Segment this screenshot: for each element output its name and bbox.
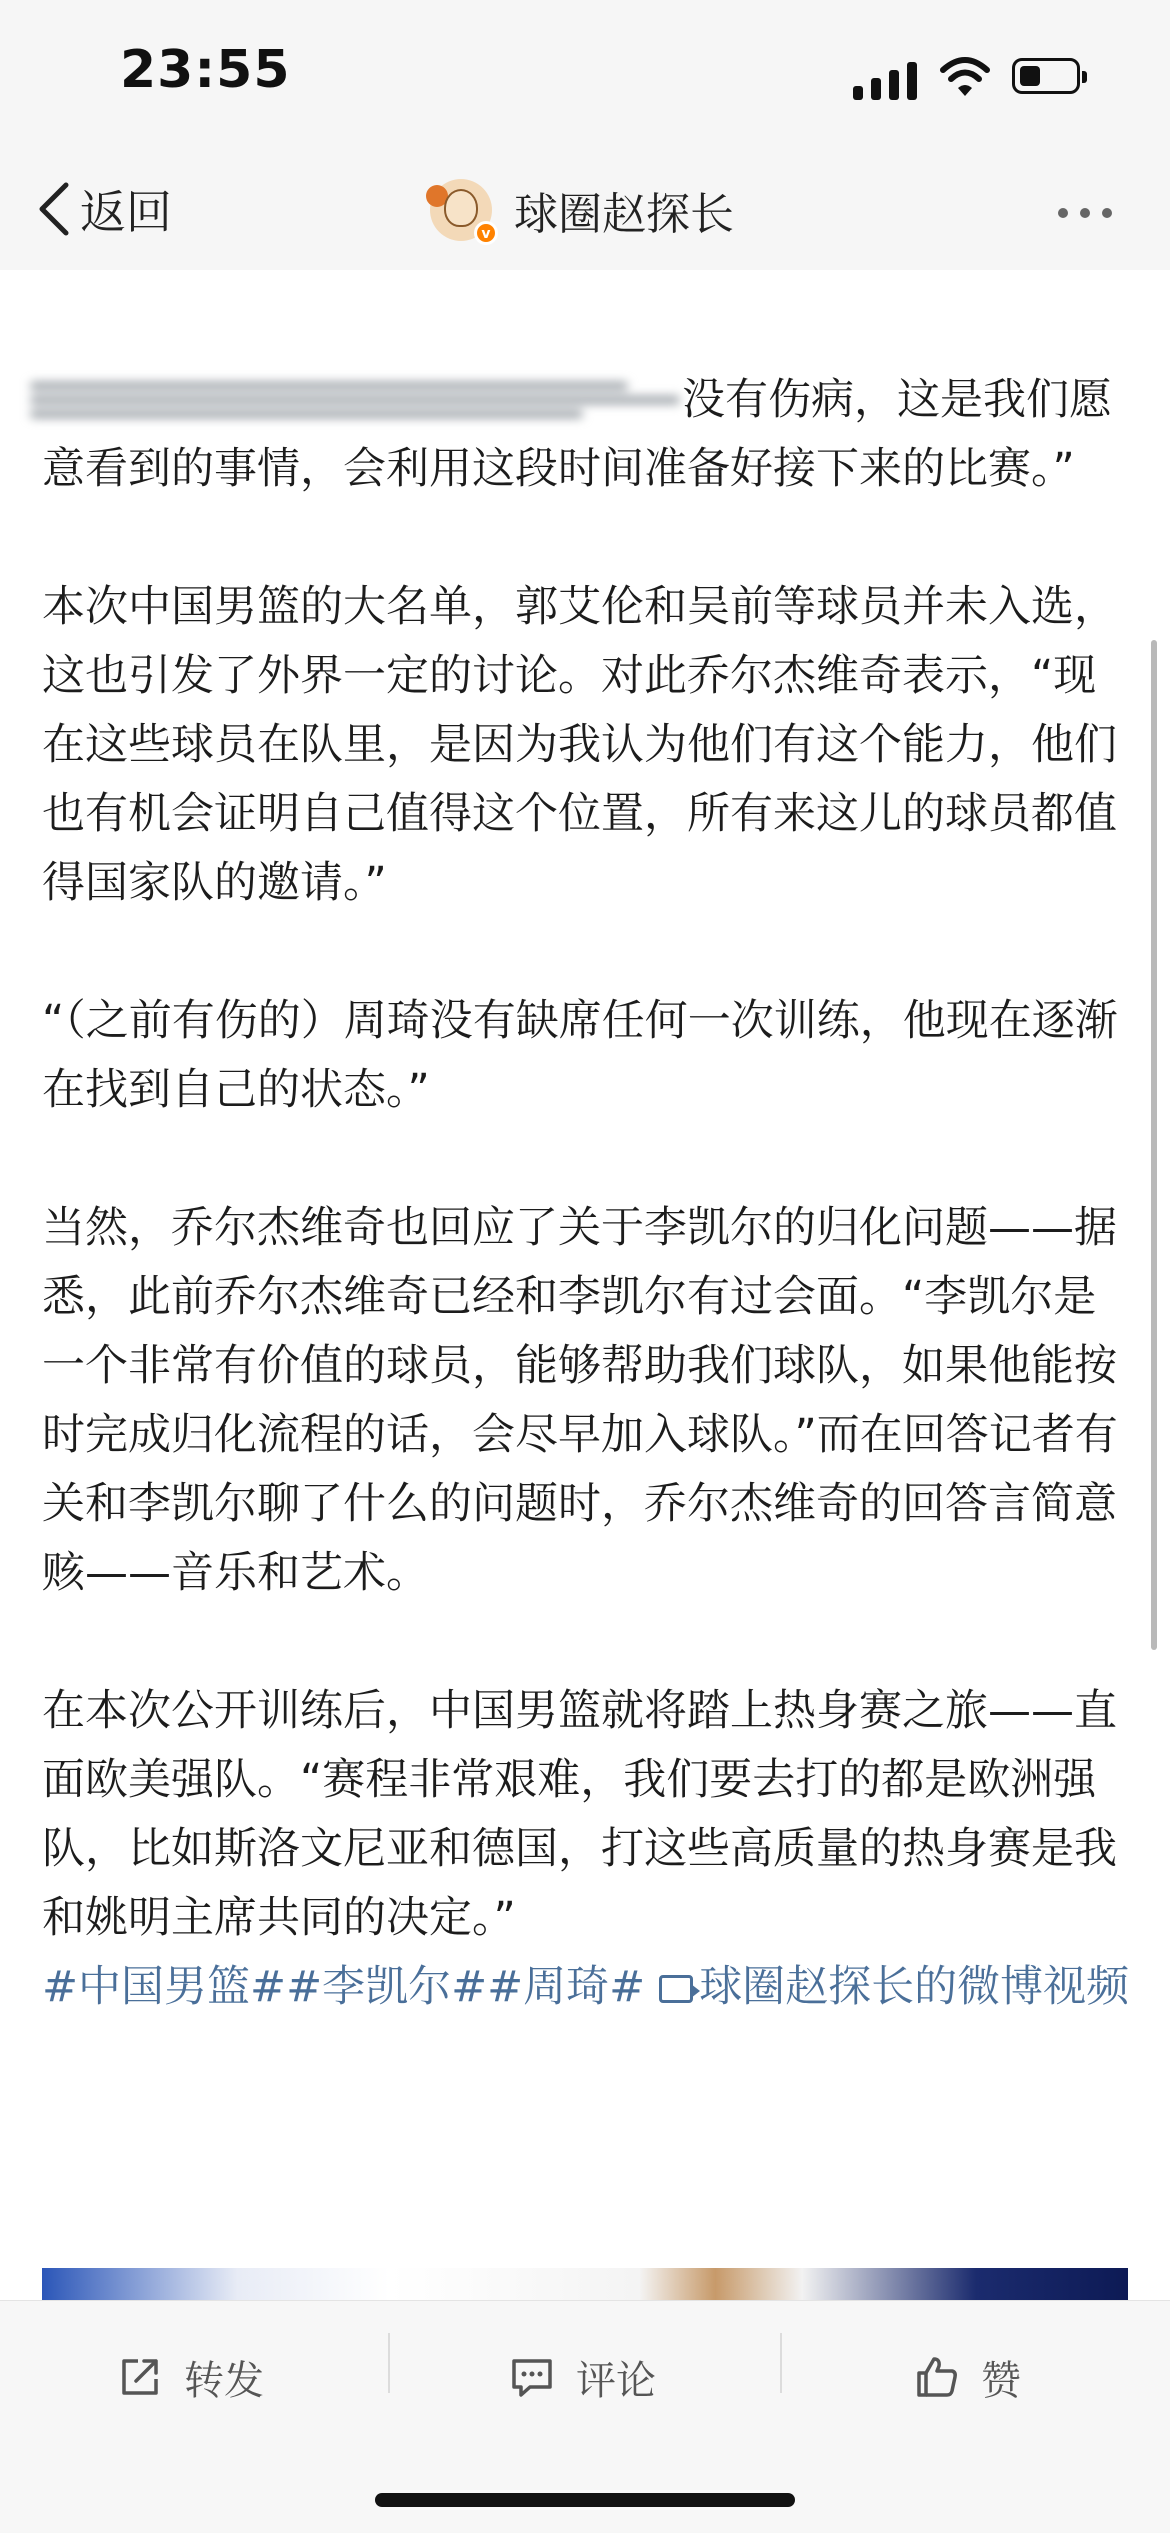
- more-dots-icon[interactable]: [1058, 208, 1112, 220]
- home-indicator[interactable]: [375, 2493, 795, 2507]
- status-bar: [0, 0, 1170, 150]
- video-thumbnail[interactable]: [42, 2268, 1128, 2300]
- verified-badge: v: [474, 221, 498, 245]
- nav-bar: [0, 150, 1170, 270]
- repost-button[interactable]: [118, 2339, 264, 2415]
- topic-tag[interactable]: #周琦#: [487, 1962, 646, 2012]
- tag-line: [42, 1953, 1132, 2022]
- back-label: 返回: [80, 185, 172, 239]
- topic-tag[interactable]: #李凯尔#: [286, 1962, 488, 2012]
- article-paragraph: 本次中国男篮的大名单，郭艾伦和吴前等球员并未入选，这也引发了外界一定的讨论。对此乔尔杰维奇表示，“现在这些球员在队里，是因为我认为他们有这个能力，他们也有机会证明自己值得这个位置，所有来这儿的球员都值得国家队的邀请。”: [42, 582, 1117, 908]
- like-label: 赞: [981, 2357, 1021, 2404]
- cellular-signal-icon: [853, 60, 917, 100]
- video-link[interactable]: 球圈赵探长的微博视频: [699, 1962, 1130, 2012]
- comment-label: 评论: [576, 2357, 656, 2404]
- post-content: [0, 270, 1170, 2300]
- toolbar-divider: [780, 2333, 782, 2393]
- article-paragraph: 当然，乔尔杰维奇也回应了关于李凯尔的归化问题——据悉，此前乔尔杰维奇已经和李凯尔有过会面。“李凯尔是一个非常有价值的球员，能够帮助我们球队，如果他能按时完成归化流程的话，会尽早加入球队。”而在回答记者有关和李凯尔聊了什么的问题时，乔尔杰维奇的回答言简意赅——音乐和艺术。: [42, 1203, 1118, 1598]
- comment-icon: [510, 2355, 554, 2399]
- article-paragraph: 在本次公开训练后，中国男篮就将踏上热身赛之旅——直面欧美强队。“赛程非常艰难，我们要去打的都是欧洲强队，比如斯洛文尼亚和德国，打这些高质量的热身赛是我和姚明主席共同的决定。”: [42, 1686, 1117, 1943]
- video-link-icon: [659, 1975, 693, 2003]
- bottom-toolbar: [0, 2300, 1170, 2533]
- scrollbar[interactable]: [1151, 640, 1157, 1650]
- repost-label: 转发: [184, 2357, 264, 2404]
- back-button[interactable]: [32, 174, 172, 244]
- author-name[interactable]: 球圈赵探长: [514, 189, 734, 240]
- thumbs-up-icon: [915, 2355, 959, 2399]
- topic-tag[interactable]: #中国男篮#: [42, 1962, 287, 2012]
- avatar[interactable]: [430, 179, 492, 241]
- article-body: [42, 366, 1132, 2091]
- comment-button[interactable]: [510, 2339, 656, 2415]
- like-button[interactable]: [915, 2339, 1021, 2415]
- status-time: 23:55: [120, 40, 291, 100]
- share-icon: [118, 2355, 162, 2399]
- author-header[interactable]: [430, 172, 734, 248]
- toolbar-divider: [388, 2333, 390, 2393]
- wifi-icon: [940, 55, 990, 99]
- article-paragraph: “（之前有伤的）周琦没有缺席任何一次训练，他现在逐渐在找到自己的状态。”: [42, 996, 1118, 1115]
- article-fragment: 没有伤病，这是我们愿意看到的事情，会利用这段时间准备好接下来的比赛。”: [42, 375, 1112, 494]
- battery-icon: [1012, 58, 1080, 94]
- chevron-left-icon: [32, 179, 78, 239]
